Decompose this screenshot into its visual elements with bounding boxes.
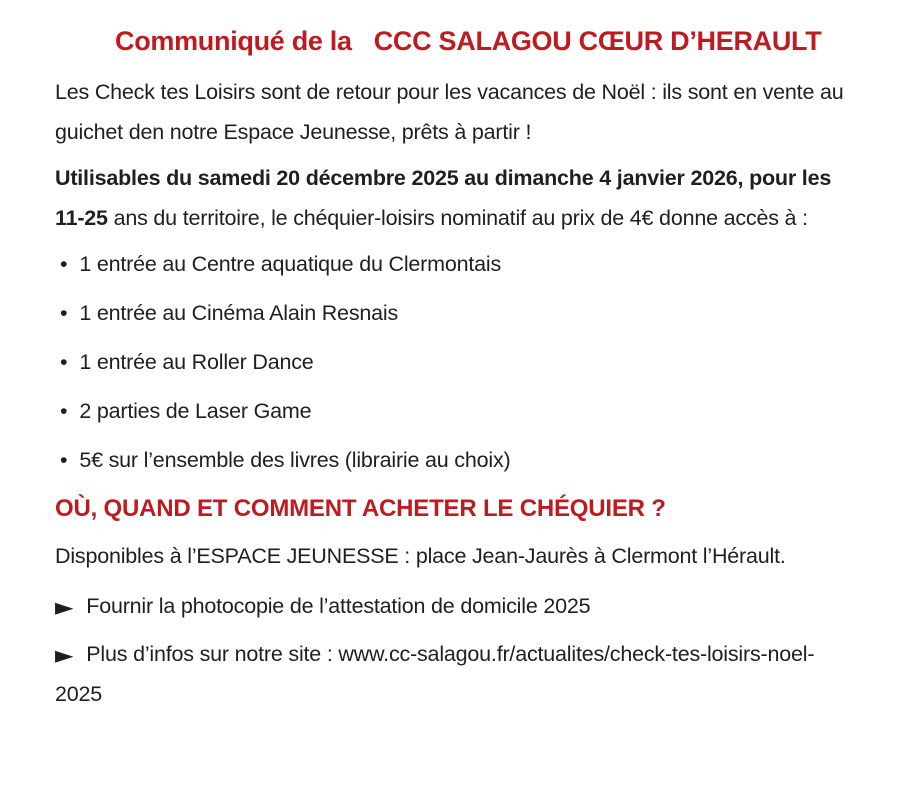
bullet-icon: •: [60, 350, 68, 374]
bullet-icon: •: [60, 448, 68, 472]
benefit-text: 5€ sur l’ensemble des livres (librairie au choix): [79, 448, 511, 472]
validity-paragraph: [55, 158, 852, 238]
purchase-heading: OÙ, QUAND ET COMMENT ACHETER LE CHÉQUIER ?: [55, 495, 666, 522]
document-title: [115, 24, 852, 58]
list-item: [60, 440, 852, 480]
benefits-list: [55, 244, 852, 480]
list-item: [60, 293, 852, 333]
list-item: [60, 391, 852, 431]
validity-bold-text: Utilisables du samedi 20 décembre 2025 au dimanche 4 janvier 2026, pour les 11-25: [55, 166, 832, 230]
bullet-icon: •: [60, 301, 68, 325]
bullet-icon: •: [60, 399, 68, 423]
benefit-text: 1 entrée au Centre aquatique du Clermontais: [79, 252, 502, 276]
title-prefix: Communiqué de la: [115, 26, 352, 56]
step-text: Fournir la photocopie de l’attestation de domicile 2025: [86, 594, 591, 618]
step-text: Plus d’infos sur notre site : www.cc-salagou.fr/actualites/check-tes-loisirs-noel-2025: [55, 642, 815, 706]
intro-paragraph: Les Check tes Loisirs sont de retour pour les vacances de Noël : ils sont en vente au guichet den notre Espace Jeunesse, prêts à partir !: [55, 80, 844, 144]
title-organization: CCC SALAGOU CŒUR D’HERAULT: [373, 26, 822, 56]
benefit-text: 2 parties de Laser Game: [79, 399, 312, 423]
list-item: [60, 342, 852, 382]
benefit-text: 1 entrée au Roller Dance: [79, 350, 314, 374]
bullet-icon: •: [60, 252, 68, 276]
arrow-icon: ►: [55, 641, 74, 669]
step-item: [55, 586, 852, 626]
arrow-icon: ►: [55, 593, 74, 621]
location-paragraph: Disponibles à l’ESPACE JEUNESSE : place Jean-Jaurès à Clermont l’Hérault.: [55, 544, 786, 568]
benefit-text: 1 entrée au Cinéma Alain Resnais: [79, 301, 399, 325]
list-item: [60, 244, 852, 284]
validity-regular-text: ans du territoire, le chéquier-loisirs nominatif au prix de 4€ donne accès à :: [107, 206, 808, 230]
step-item: [55, 634, 852, 714]
